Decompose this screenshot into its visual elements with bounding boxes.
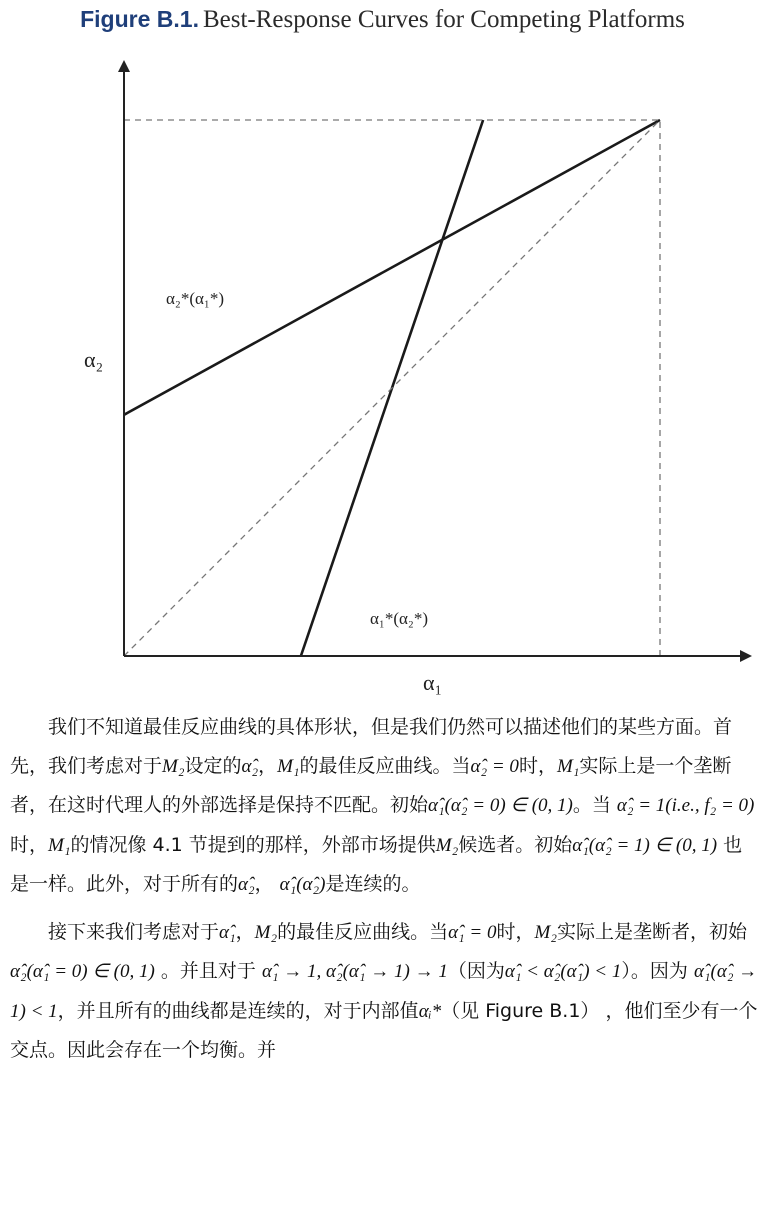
body-text xyxy=(10,708,760,1070)
text-run: 时， xyxy=(496,920,535,943)
text-run: ）。因为 xyxy=(621,960,694,982)
text-run: ， xyxy=(254,873,280,895)
text-run: 外部市场提供 xyxy=(321,833,436,856)
text-run: 设定的 xyxy=(184,754,242,777)
math-run: M₂ xyxy=(435,834,459,856)
math-run: M₁ xyxy=(277,755,300,777)
text-run: 我们不知道最佳反应曲线的具体形状，但是我们仍然可以描述他们的某些方 xyxy=(48,716,676,738)
math-run: α̂₂ xyxy=(238,874,255,895)
text-run: （因为 xyxy=(447,960,505,982)
math-run: α̂₁ → 1, α̂₂(α̂₁ → 1) → 1 xyxy=(261,961,448,982)
math-run: α̂₁ = 0 xyxy=(448,921,497,943)
paragraph-1 xyxy=(10,708,760,905)
chart-lines xyxy=(124,120,660,656)
x-axis-arrowhead xyxy=(740,650,752,662)
math-run: αᵢ* xyxy=(418,1000,442,1022)
math-run: M₂ xyxy=(534,921,557,943)
y-axis-label: α₂ xyxy=(84,347,104,372)
text-run: 实际上是垄 xyxy=(556,920,652,943)
math-run: α̂₁ xyxy=(219,921,236,943)
text-run: 。当 xyxy=(572,794,617,816)
x-axis-label: α₁ xyxy=(423,670,443,695)
curve-label-alpha2-br: α₂*(α₁*) xyxy=(166,289,224,308)
math-run: α̂₁(α̂₂) xyxy=(279,874,326,895)
text-run: 候选者。初始 xyxy=(458,833,573,856)
y-axis-arrowhead xyxy=(118,60,130,72)
text-run: 的最佳反应曲线。当 xyxy=(277,920,449,943)
text-run: 。并且对于 xyxy=(154,960,262,982)
text-run: ， xyxy=(235,920,255,943)
text-run: ，并且所有的曲线都是连续的，对于 xyxy=(57,999,362,1022)
math-run: α̂₂(α̂₁ = 0) ∈ (0, 1) xyxy=(10,961,155,982)
curve-label-alpha1-br: α₁*(α₂*) xyxy=(370,609,428,628)
text-run: ， xyxy=(258,754,278,777)
math-run: α̂₁ < α̂₂(α̂₁) < 1 xyxy=(504,961,622,982)
paragraph-2 xyxy=(10,913,760,1070)
text-run: 接下来我们考虑对于 xyxy=(48,920,220,943)
math-run: M₁ xyxy=(556,755,580,777)
math-run: M₂ xyxy=(254,921,278,943)
math-run: M₂ xyxy=(162,755,185,777)
text-run: 是连续的。 xyxy=(325,873,421,895)
text-run: 断者，初始 xyxy=(651,920,747,943)
figure-title-text: Best-Response Curves for Competing Platforms xyxy=(202,6,685,33)
text-run: 面。首先，我们考虑对于 xyxy=(10,716,733,777)
text-run: 实际上是一个垄断者，在这时代理人的外部选择是保持不匹配。初始 xyxy=(10,754,732,816)
math-run: α̂₁(α̂₂ → 1) < 1 xyxy=(10,961,758,1022)
math-run: α̂₂ = 0 xyxy=(470,755,519,777)
text-run: 时， xyxy=(10,833,49,856)
text-run: 内部值 xyxy=(361,999,419,1022)
math-run: α̂₂ xyxy=(241,755,259,777)
figure-label: Figure B.1. xyxy=(80,6,199,32)
text-run: 也是一样。此外，对于所有的 xyxy=(10,833,743,895)
text-run: （见 Figure B.1） ，他们至少有一个交点。因此会存在一个均衡。并 xyxy=(10,999,758,1061)
math-run: M₁ xyxy=(48,834,71,856)
series-line-2 xyxy=(124,120,660,656)
text-run: 的情况像 4.1 节提到的那样， xyxy=(70,833,322,856)
text-run: 的最佳反应曲线。当 xyxy=(299,754,471,777)
text-run: 时， xyxy=(518,754,557,777)
math-run: α̂₁(α̂₂ = 0) ∈ (0, 1) xyxy=(428,795,573,816)
math-run: α̂₁(α̂₂ = 1) ∈ (0, 1) xyxy=(572,834,718,856)
math-run: α̂₂ = 1(i.e., f₂ = 0) xyxy=(616,795,755,816)
series-line-0 xyxy=(124,120,660,415)
